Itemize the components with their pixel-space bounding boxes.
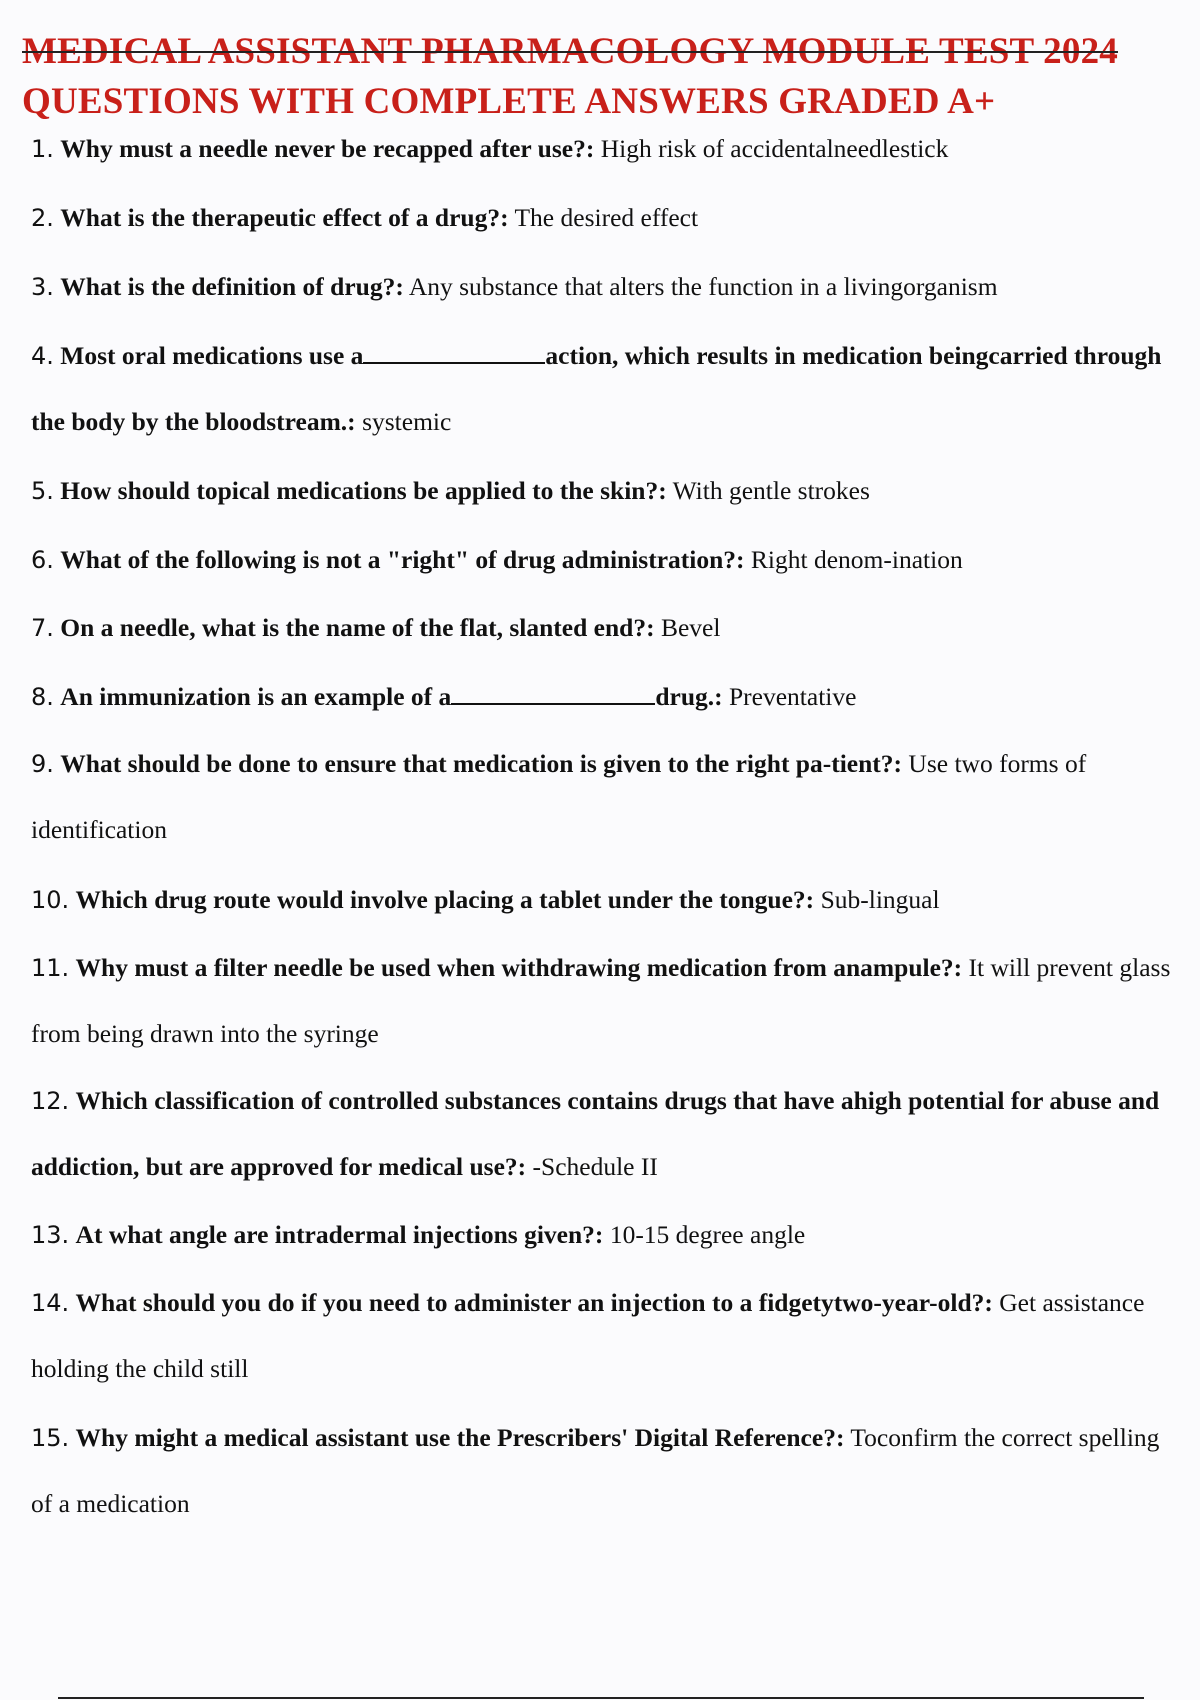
question-number: 12. xyxy=(31,1087,70,1115)
question-item-2 xyxy=(31,185,1181,251)
question-text: Which classification of controlled substances contains drugs that have ahigh potential for abuse and addiction, but are approved for medical use?: xyxy=(31,1086,1160,1181)
question-item-15 xyxy=(31,1405,1181,1537)
question-number: 10. xyxy=(31,886,70,914)
answer-text: Get assistance holding the child still xyxy=(31,1288,1145,1383)
question-text: What is the definition of drug?: xyxy=(60,272,404,301)
question-item-12 xyxy=(31,1068,1181,1200)
question-number: 8. xyxy=(31,683,54,711)
fill-in-blank xyxy=(451,702,655,705)
question-item-3 xyxy=(31,254,1181,320)
question-item-11 xyxy=(31,935,1181,1067)
answer-text: Use two forms of identification xyxy=(31,749,1087,844)
question-number: 3. xyxy=(31,273,54,301)
question-item-7 xyxy=(31,595,1181,661)
question-number: 9. xyxy=(31,750,54,778)
question-item-4 xyxy=(31,323,1181,455)
question-text: On a needle, what is the name of the flat, slanted end?: xyxy=(60,613,655,642)
question-text-before-blank: Most oral medications use a xyxy=(60,341,364,370)
question-number: 5. xyxy=(31,477,54,505)
answer-text: systemic xyxy=(362,407,452,436)
question-text: What should you do if you need to administer an injection to a fidgetytwo-year-old?: xyxy=(75,1288,993,1317)
question-text-after-blank: drug.: xyxy=(655,682,723,711)
answer-text: The desired effect xyxy=(514,203,699,232)
answer-text: 10-15 degree angle xyxy=(609,1220,806,1249)
answer-text: Any substance that alters the function in a livingorganism xyxy=(408,272,998,301)
question-number: 7. xyxy=(31,614,54,642)
question-text: Which drug route would involve placing a tablet under the tongue?: xyxy=(75,885,815,914)
answer-text: Right denom-ination xyxy=(750,545,963,574)
question-text: Why must a filter needle be used when withdrawing medication from anampule?: xyxy=(75,953,963,982)
document-title-line-2: QUESTIONS WITH COMPLETE ANSWERS GRADED A+ xyxy=(22,81,996,122)
question-item-10 xyxy=(31,867,1181,933)
question-number: 14. xyxy=(31,1289,70,1317)
question-item-8 xyxy=(31,664,1181,730)
answer-text: It will prevent glass from being drawn into the syringe xyxy=(31,953,1171,1048)
question-item-9 xyxy=(31,731,1181,863)
question-text: What of the following is not a "right" of drug administration?: xyxy=(60,545,745,574)
answer-text: High risk of accidentalneedlestick xyxy=(600,134,949,163)
question-item-1 xyxy=(31,116,1181,182)
question-number: 11. xyxy=(31,954,70,982)
answer-text: Bevel xyxy=(660,613,721,642)
question-item-13 xyxy=(31,1202,1181,1268)
answer-text: Toconfirm the correct spelling of a medication xyxy=(31,1423,1160,1518)
question-text: At what angle are intradermal injections given?: xyxy=(75,1220,604,1249)
question-number: 13. xyxy=(31,1221,70,1249)
answer-text: Sub-lingual xyxy=(820,885,940,914)
question-text: What is the therapeutic effect of a drug?: xyxy=(60,203,509,232)
fill-in-blank xyxy=(363,361,545,364)
question-text: What should be done to ensure that medication is given to the right pa-tient?: xyxy=(60,749,903,778)
question-text: Why must a needle never be recapped after use?: xyxy=(60,134,595,163)
question-number: 6. xyxy=(31,546,54,574)
question-item-5 xyxy=(31,458,1181,524)
document-title-line-1: MEDICAL ASSISTANT PHARMACOLOGY MODULE TEST 2024 xyxy=(22,31,1118,72)
footer-divider xyxy=(58,1697,1144,1699)
question-text: Why might a medical assistant use the Prescribers' Digital Reference?: xyxy=(75,1423,845,1452)
answer-text: Preventative xyxy=(729,682,857,711)
question-number: 1. xyxy=(31,135,54,163)
question-text: How should topical medications be applied to the skin?: xyxy=(60,476,667,505)
answer-text: With gentle strokes xyxy=(672,476,870,505)
question-text-after-blank: action, which results in medication beingcarried through the body by the bloodstream.: xyxy=(31,341,1162,436)
question-item-6 xyxy=(31,527,1181,593)
answer-text: -Schedule II xyxy=(532,1152,658,1181)
question-item-14 xyxy=(31,1270,1181,1402)
question-text-before-blank: An immunization is an example of a xyxy=(60,682,452,711)
question-number: 15. xyxy=(31,1424,70,1452)
question-number: 4. xyxy=(31,342,54,370)
question-number: 2. xyxy=(31,204,54,232)
